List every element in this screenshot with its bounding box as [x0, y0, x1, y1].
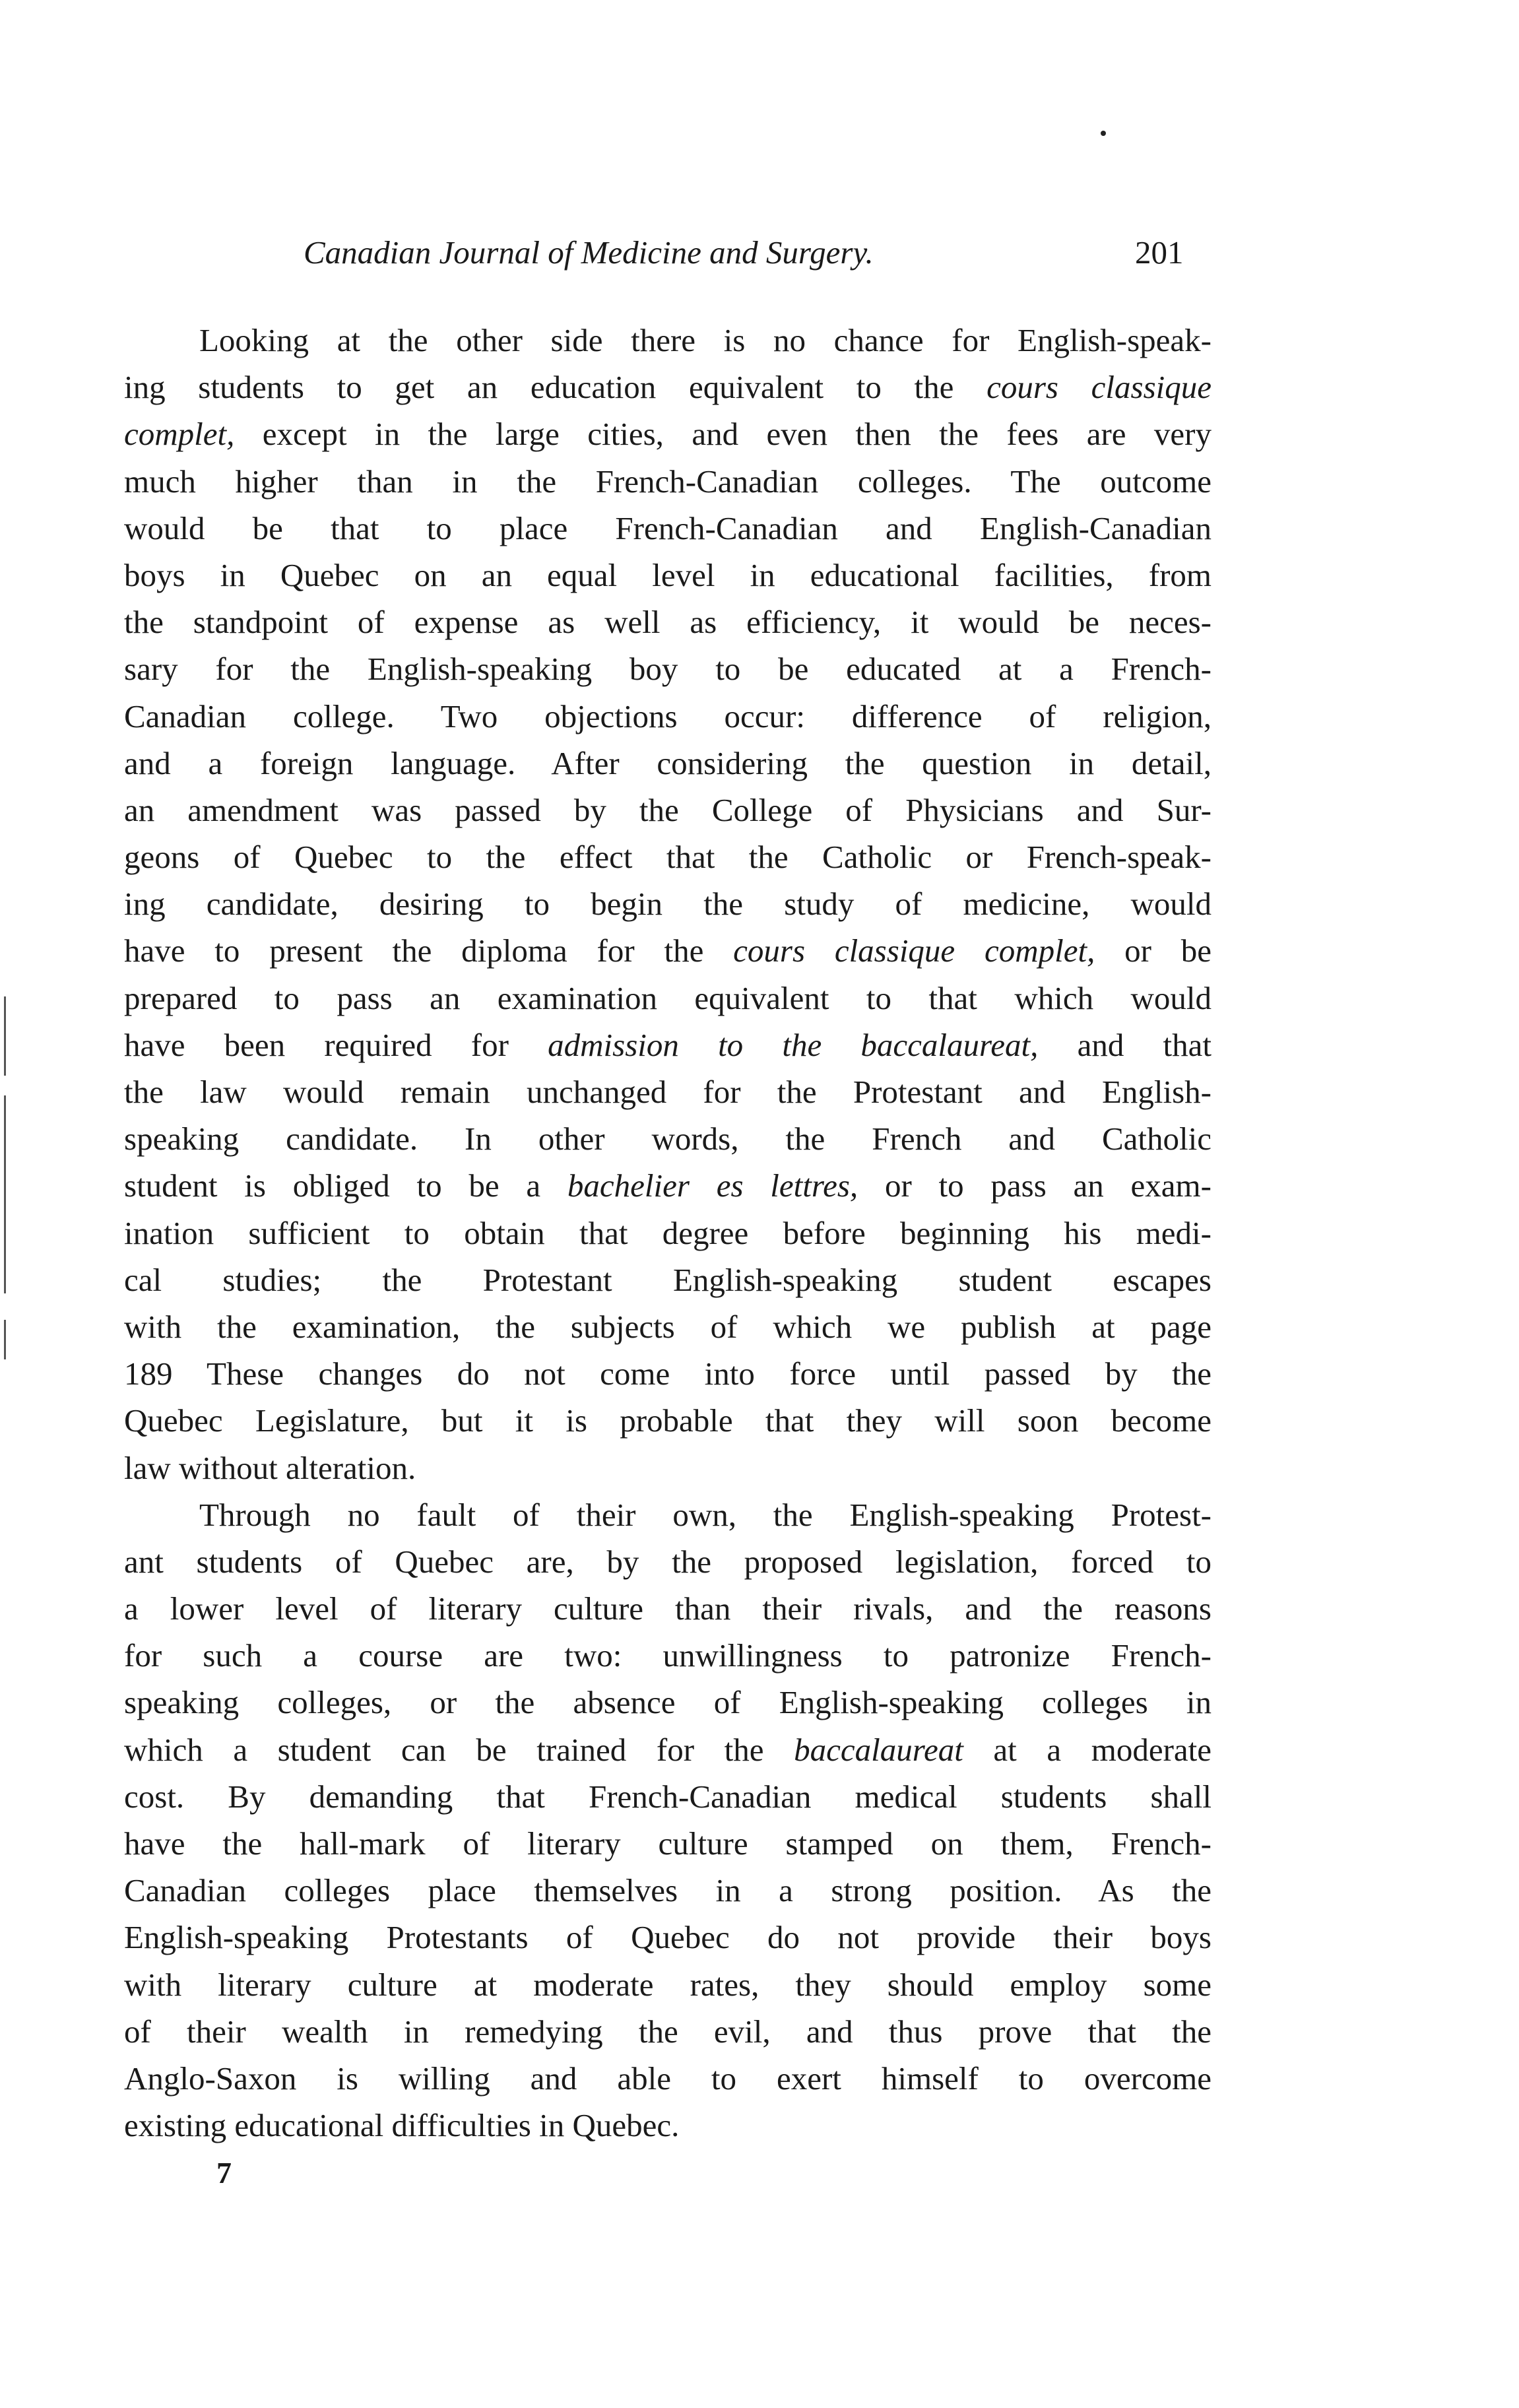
text-line — [124, 2055, 1212, 2102]
text-line — [124, 927, 1212, 974]
text-run: Anglo-Saxon is willing and able to exert himself to overcome — [124, 2060, 1212, 2097]
text-run: or to pass an exam- — [858, 1167, 1212, 1204]
text-line — [124, 1256, 1212, 1303]
text-run: or be — [1095, 932, 1212, 969]
text-line — [124, 1162, 1212, 1209]
text-line — [124, 787, 1212, 833]
text-run: 189 These changes do not come into force until passed by the — [124, 1355, 1212, 1392]
text-run: cal studies; the Protestant English-speaking student escapes — [124, 1261, 1212, 1298]
text-run: prepared to pass an examination equivalent to that which would — [124, 979, 1212, 1016]
text-run: with literary culture at moderate rates, they should employ some — [124, 1966, 1212, 2003]
text-line — [124, 2008, 1212, 2055]
text-run: at a moderate — [963, 1731, 1212, 1768]
text-run: speaking colleges, or the absence of English-speaking colleges in — [124, 1684, 1212, 1721]
text-run: geons of Quebec to the effect that the Catholic or French-speak- — [124, 839, 1212, 876]
paragraph — [124, 317, 1212, 1491]
text-run: have to present the diploma for the — [124, 932, 734, 969]
text-line — [124, 1679, 1212, 1726]
text-run: ing candidate, desiring to begin the study of medicine, would — [124, 886, 1212, 923]
text-line — [124, 645, 1212, 692]
text-run: ant students of Quebec are, by the proposed legislation, forced to — [124, 1543, 1212, 1580]
text-line — [124, 693, 1212, 740]
text-run: cost. By demanding that French-Canadian medical students shall — [124, 1778, 1212, 1815]
article-body — [124, 317, 1212, 2149]
text-line — [124, 833, 1212, 880]
text-run: and that — [1038, 1026, 1212, 1063]
text-run: Canadian college. Two objections occur: difference of religion, — [124, 698, 1212, 734]
italic-text: cours classique complet, — [733, 932, 1095, 969]
text-line — [124, 880, 1212, 927]
italic-text: baccalaureat — [794, 1731, 963, 1768]
text-run: existing educational difficulties in Quebec. — [124, 2107, 680, 2144]
text-run: sary for the English-speaking boy to be educated at a French- — [124, 651, 1212, 688]
text-line — [124, 1914, 1212, 1961]
text-line — [124, 1726, 1212, 1773]
text-run: ination sufficient to obtain that degree before beginning his medi- — [124, 1214, 1212, 1251]
text-line — [124, 1022, 1212, 1068]
text-line — [124, 599, 1212, 645]
text-run: the standpoint of expense as well as efficiency, it would be neces- — [124, 604, 1212, 641]
text-line — [124, 1538, 1212, 1585]
text-run: for such a course are two: unwillingness to patronize French- — [124, 1637, 1212, 1674]
text-run: Through no fault of their own, the English-speaking Protest- — [199, 1496, 1212, 1533]
text-line — [124, 1961, 1212, 2008]
text-run: which a student can be trained for the — [124, 1731, 794, 1768]
text-run: ing students to get an education equivalent to the — [124, 369, 987, 406]
text-run: and a foreign language. After considering the question in detail, — [124, 744, 1212, 781]
text-line — [124, 1068, 1212, 1115]
text-run: a lower level of literary culture than their rivals, and the reasons — [124, 1590, 1212, 1627]
text-line — [124, 1350, 1212, 1397]
text-line — [124, 505, 1212, 552]
text-run: of their wealth in remedying the evil, and thus prove that the — [124, 2013, 1212, 2050]
running-head-title: Canadian Journal of Medicine and Surgery. — [304, 234, 874, 271]
text-line — [124, 1210, 1212, 1256]
text-run: the law would remain unchanged for the Protestant and English- — [124, 1074, 1212, 1110]
text-line — [124, 1397, 1212, 1444]
italic-text: complet, — [124, 416, 235, 453]
text-line — [124, 1773, 1212, 1820]
text-line — [124, 364, 1212, 410]
text-run: would be that to place French-Canadian and English-Canadian — [124, 509, 1212, 546]
text-line — [124, 975, 1212, 1022]
text-line — [124, 458, 1212, 505]
text-line — [124, 2102, 1212, 2149]
italic-text: bachelier es lettres, — [567, 1167, 858, 1204]
text-line — [124, 552, 1212, 599]
text-run: Quebec Legislature, but it is probable that they will soon become — [124, 1402, 1212, 1439]
scan-edge-mark — [4, 1095, 6, 1293]
italic-text: cours classique — [986, 369, 1212, 406]
text-run: much higher than in the French-Canadian colleges. The outcome — [124, 463, 1212, 500]
text-run: an amendment was passed by the College of Physicians and Sur- — [124, 791, 1212, 828]
text-run: student is obliged to be a — [124, 1167, 567, 1204]
text-run: have the hall-mark of literary culture stamped on them, French- — [124, 1825, 1212, 1862]
text-line — [124, 1867, 1212, 1914]
text-run: speaking candidate. In other words, the French and Catholic — [124, 1121, 1212, 1157]
text-run: boys in Quebec on an equal level in educational facilities, from — [124, 556, 1212, 593]
scan-edge-mark — [4, 996, 6, 1076]
paragraph — [124, 1491, 1212, 2149]
text-run: English-speaking Protestants of Quebec do not provide their boys — [124, 1919, 1212, 1956]
text-line — [124, 410, 1212, 457]
text-run: with the examination, the subjects of which we publish at page — [124, 1308, 1212, 1345]
text-run: Canadian colleges place themselves in a strong position. As the — [124, 1872, 1212, 1909]
signature-mark: 7 — [216, 2156, 232, 2190]
text-line — [124, 1820, 1212, 1867]
text-line — [124, 1632, 1212, 1679]
page-number: 201 — [1135, 234, 1184, 271]
text-run: except in the large cities, and even then the fees are very — [234, 416, 1212, 453]
text-run: Looking at the other side there is no chance for English-speak- — [199, 322, 1212, 358]
scan-edge-mark — [4, 1320, 6, 1359]
text-line — [124, 1303, 1212, 1350]
text-line — [124, 740, 1212, 787]
text-run: law without alteration. — [124, 1449, 416, 1486]
italic-text: admission to the baccalaureat, — [548, 1026, 1039, 1063]
text-run: have been required for — [124, 1026, 548, 1063]
text-line — [124, 1445, 1212, 1491]
text-line — [124, 317, 1212, 364]
text-line — [124, 1115, 1212, 1162]
text-line — [124, 1491, 1212, 1538]
text-line — [124, 1585, 1212, 1632]
print-speck — [1101, 131, 1106, 136]
